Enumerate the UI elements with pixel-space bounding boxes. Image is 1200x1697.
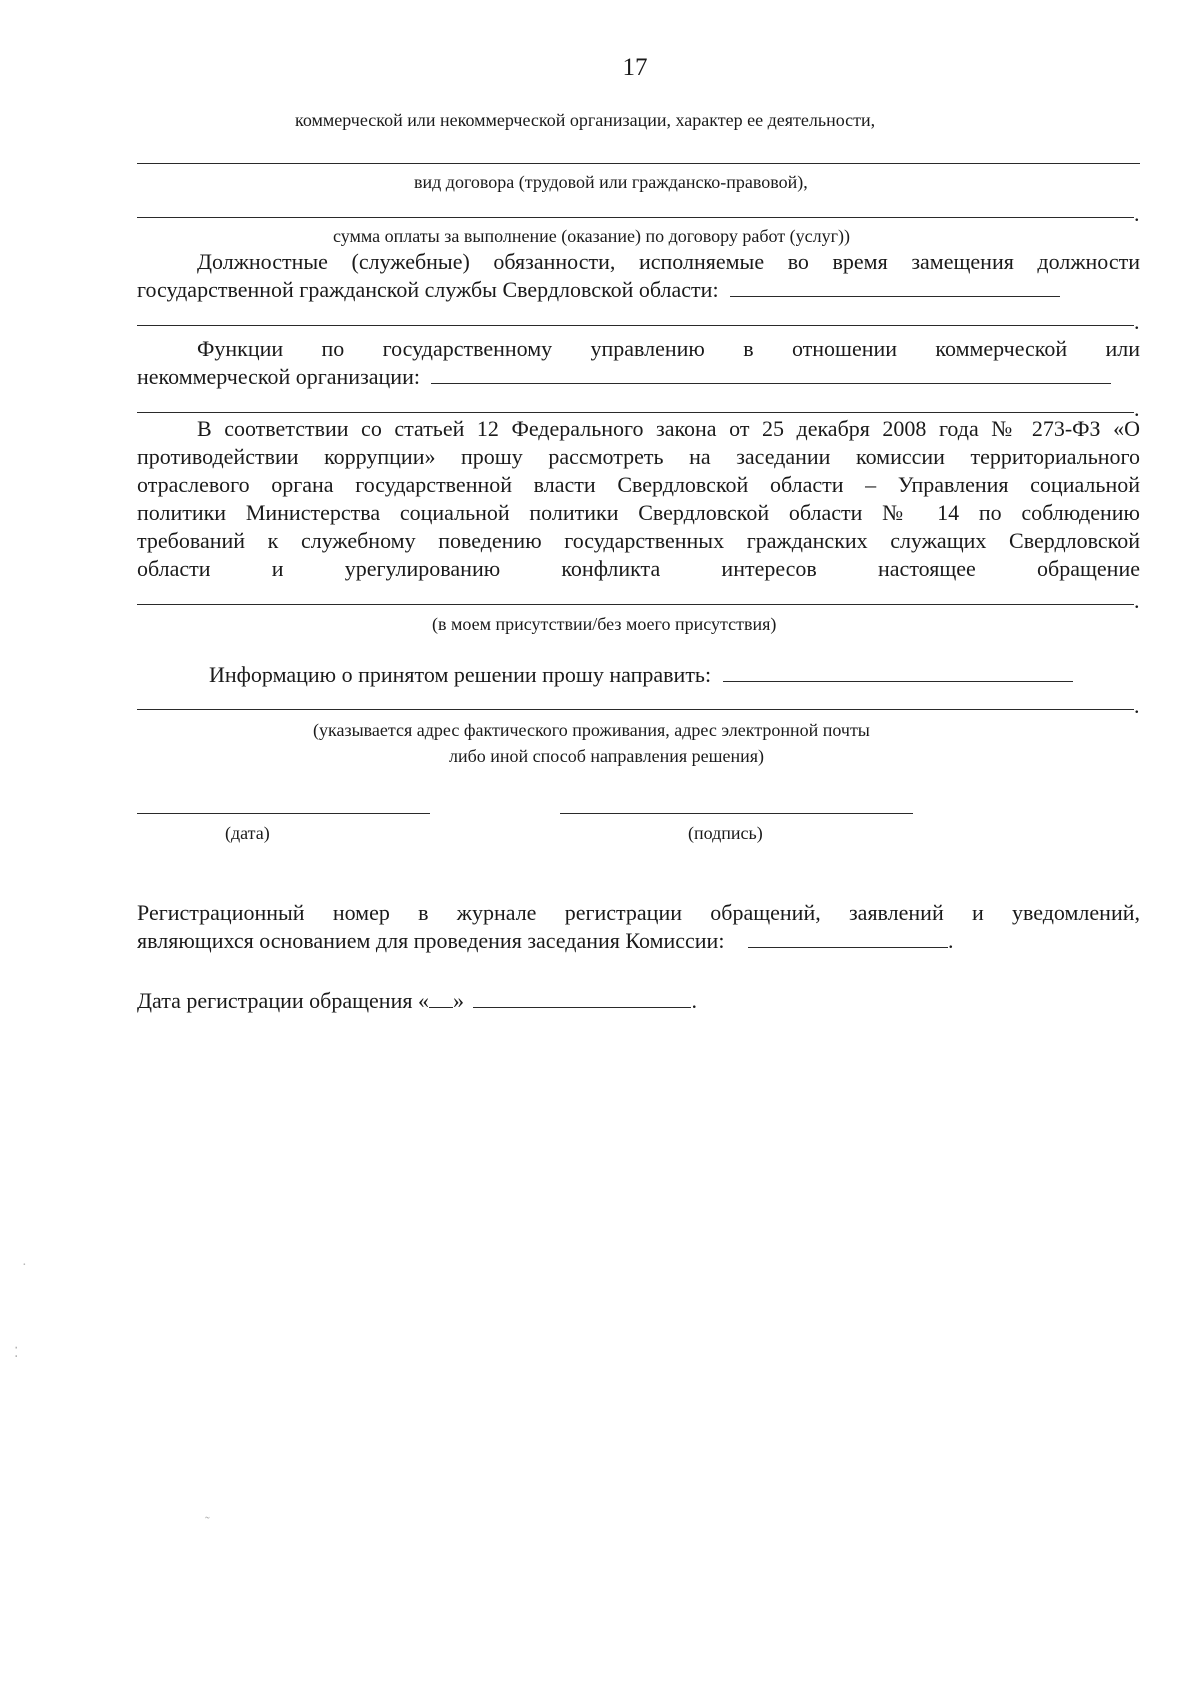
registration-line-1: Регистрационный номер в журнале регистрации обращений, заявлений и уведомлений,: [137, 900, 1140, 925]
functions-line-1: Функции по государственному управлению в отношении коммерческой или: [197, 336, 1140, 361]
date-field[interactable]: [137, 813, 430, 814]
duties-field[interactable]: [730, 278, 1060, 297]
registration-label: являющихся основанием для проведения заседания Комиссии:: [137, 928, 725, 953]
info-line: [209, 661, 1073, 689]
functions-line-2: [137, 363, 1111, 391]
functions-field[interactable]: [431, 365, 1111, 384]
line-end-period: .: [1134, 588, 1140, 613]
registration-date-quote: »: [452, 988, 464, 1013]
duties-line-2: [137, 276, 1060, 304]
functions-label: некоммерческой организации:: [137, 364, 420, 389]
blank-line-address[interactable]: [137, 709, 1134, 710]
caption-signature: (подпись): [688, 823, 763, 843]
registration-date-label: Дата регистрации обращения «: [137, 988, 429, 1013]
blank-line-organization[interactable]: [137, 163, 1140, 164]
page-number: 17: [622, 54, 648, 81]
request-line-1: В соответствии со статьей 12 Федерального закона от 25 декабря 2008 года № 273-ФЗ «О: [197, 416, 1140, 441]
blank-line-functions[interactable]: [137, 412, 1134, 413]
caption-date: (дата): [225, 823, 270, 843]
request-line-2: противодействии коррупции» прошу рассмотреть на заседании комиссии территориального: [137, 444, 1140, 469]
request-line-5: требований к служебному поведению государственных гражданских служащих Свердловской: [137, 528, 1140, 553]
blank-line-presence[interactable]: [137, 604, 1134, 605]
scan-artifact: ·: [22, 1258, 27, 1273]
registration-day-field[interactable]: [429, 989, 453, 1008]
caption-address-1: (указывается адрес фактического проживания, адрес электронной почты: [313, 720, 870, 740]
caption-payment: сумма оплаты за выполнение (оказание) по договору работ (услуг)): [333, 226, 850, 246]
duties-label: государственной гражданской службы Свердловской области:: [137, 277, 719, 302]
line-end-period: .: [1134, 309, 1140, 334]
registration-month-field[interactable]: [473, 989, 691, 1008]
line-end-period: .: [691, 988, 697, 1013]
caption-presence: (в моем присутствии/без моего присутствия): [432, 614, 777, 634]
request-line-4: политики Министерства социальной политики Свердловской области № 14 по соблюдению: [137, 500, 1140, 525]
request-line-6: области и урегулированию конфликта интересов настоящее обращение: [137, 556, 1140, 581]
duties-line-1: Должностные (служебные) обязанности, исполняемые во время замещения должности: [197, 249, 1140, 274]
registration-date-line: [137, 987, 697, 1015]
info-label: Информацию о принятом решении прошу направить:: [209, 662, 712, 687]
info-field[interactable]: [723, 663, 1073, 682]
line-end-period: .: [1134, 396, 1140, 421]
signature-field[interactable]: [560, 813, 913, 814]
line-end-period: .: [947, 928, 954, 953]
registration-line-2: [137, 927, 953, 955]
request-line-3: отраслевого органа государственной власти Свердловской области – Управления социальной: [137, 472, 1140, 497]
registration-number-field[interactable]: [748, 929, 948, 948]
line-end-period: .: [1134, 201, 1140, 226]
line-end-period: .: [1134, 693, 1140, 718]
caption-organization: коммерческой или некоммерческой организации, характер ее деятельности,: [295, 110, 876, 130]
caption-address-2: либо иной способ направления решения): [449, 746, 765, 766]
blank-line-duties[interactable]: [137, 325, 1134, 326]
scan-artifact: ⁚: [14, 1346, 19, 1361]
blank-line-contract[interactable]: [137, 217, 1134, 218]
caption-contract-type: вид договора (трудовой или гражданско-правовой),: [414, 172, 808, 192]
scan-artifact: ˷: [205, 1505, 210, 1520]
